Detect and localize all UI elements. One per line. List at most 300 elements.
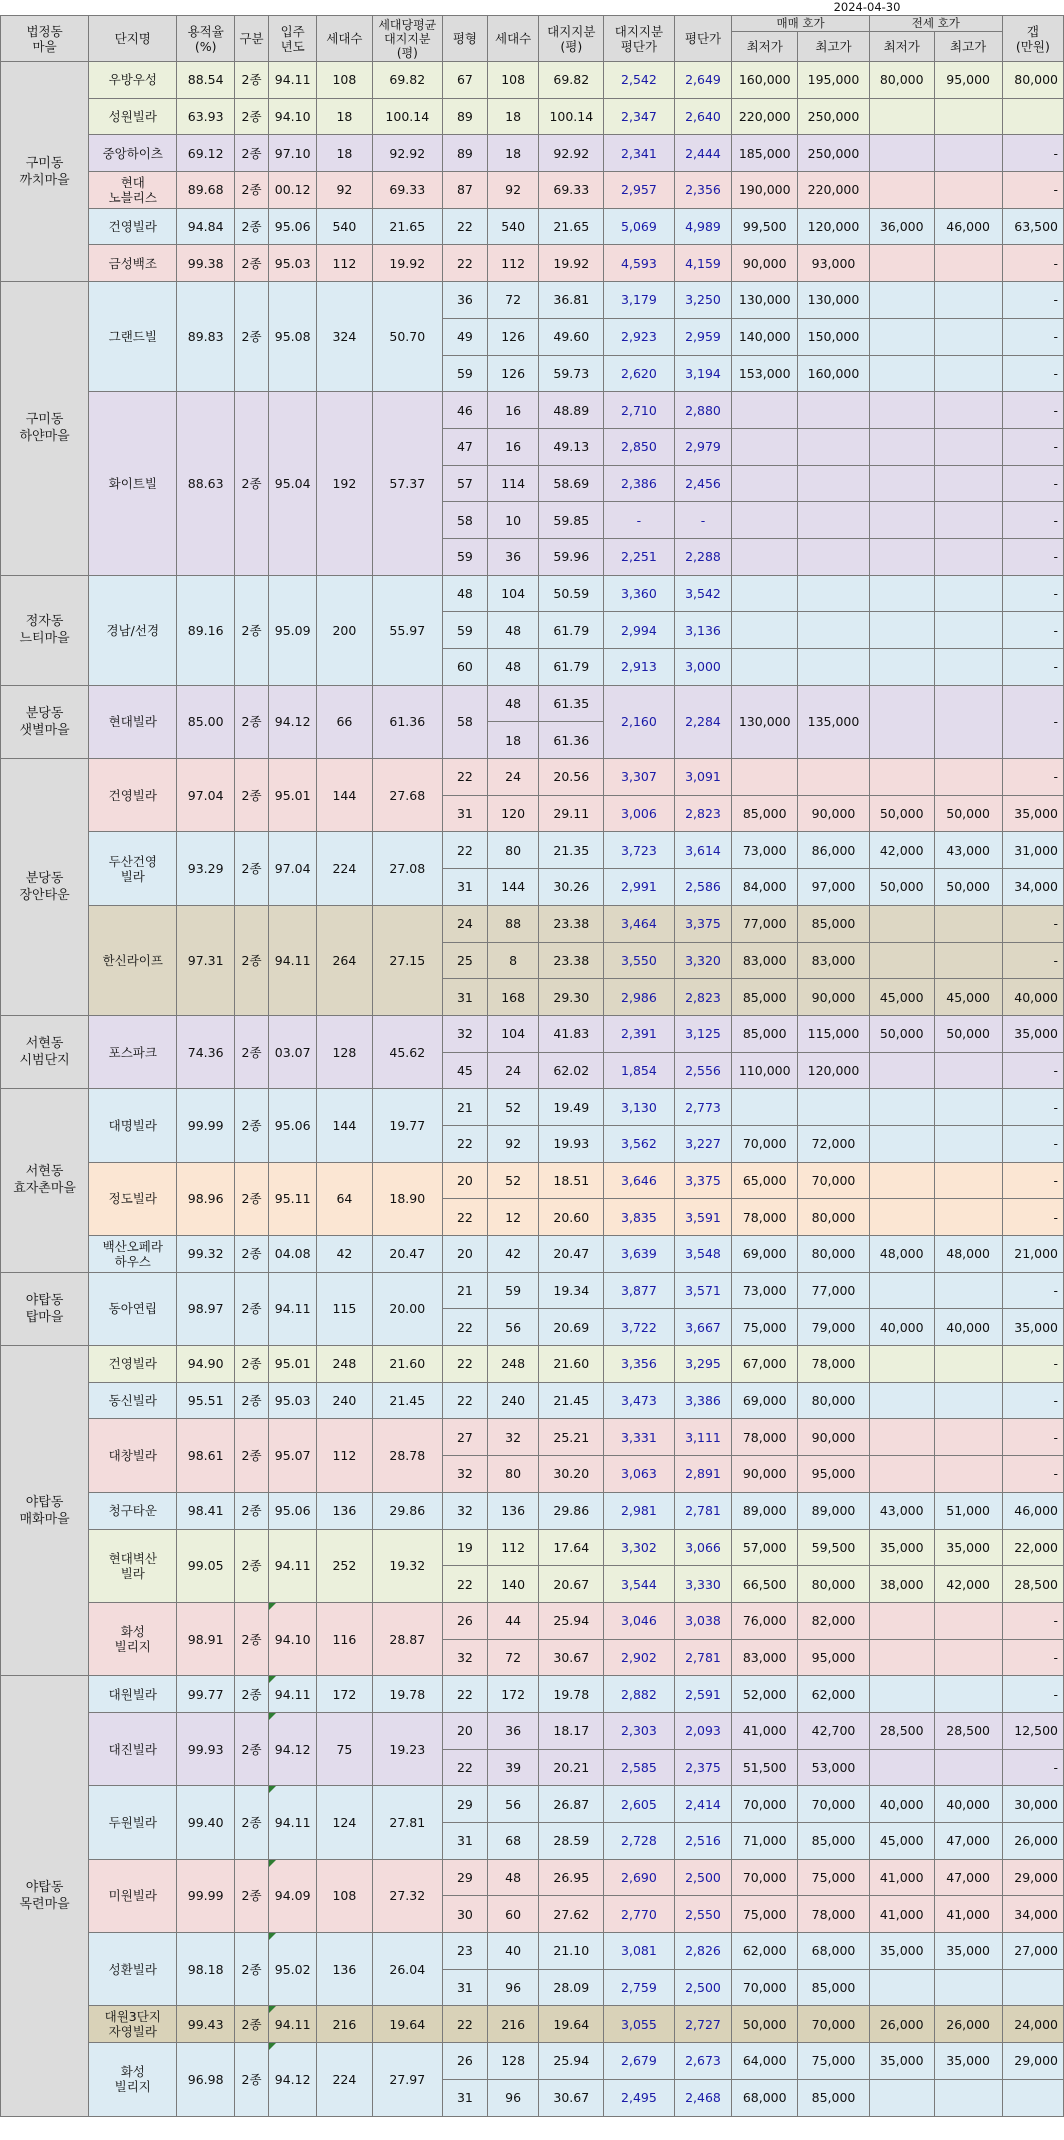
jeonse-low (869, 1346, 934, 1383)
land-price-per-pyeong: - (604, 502, 675, 539)
col-jeonse-low: 최저가 (869, 32, 934, 62)
jeonse-low: 26,000 (869, 2006, 934, 2043)
zone-type: 2종 (234, 2043, 268, 2116)
pyeong-type: 22 (443, 2006, 488, 2043)
unit-count: 56 (487, 1786, 539, 1823)
zone-type: 2종 (234, 1162, 268, 1235)
price-per-pyeong: 2,640 (674, 98, 732, 135)
avg-land-share: 19.78 (372, 1676, 443, 1713)
land-price-per-pyeong: 2,728 (604, 1823, 675, 1860)
region-name: 분당동 샛별마을 (1, 685, 89, 758)
land-price-per-pyeong: 3,646 (604, 1162, 675, 1199)
price-per-pyeong: 2,979 (674, 428, 732, 465)
unit-count: 80 (487, 832, 539, 869)
floor-area-ratio: 98.96 (177, 1162, 235, 1235)
land-price-per-pyeong: 2,902 (604, 1639, 675, 1676)
jeonse-high (934, 1602, 1002, 1639)
sale-low: 70,000 (732, 1786, 798, 1823)
zone-type: 2종 (234, 1272, 268, 1345)
pyeong-type: 21 (443, 1272, 488, 1309)
jeonse-high: 42,000 (934, 1566, 1002, 1603)
pyeong-type: 25 (443, 942, 488, 979)
sale-high: 83,000 (798, 942, 870, 979)
complex-name: 미원빌라 (89, 1859, 177, 1932)
jeonse-high (934, 759, 1002, 796)
table-row (1, 1382, 1064, 1419)
sale-high: 77,000 (798, 1272, 870, 1309)
table-body (1, 62, 1064, 2117)
sale-low: 83,000 (732, 1639, 798, 1676)
jeonse-low: 50,000 (869, 795, 934, 832)
gap-amount: - (1002, 1089, 1063, 1126)
household-count: 75 (317, 1712, 372, 1785)
sale-low: 75,000 (732, 1309, 798, 1346)
price-per-pyeong: 2,591 (674, 1676, 732, 1713)
complex-name: 현대 노블리스 (89, 172, 177, 209)
land-share: 58.69 (539, 465, 604, 502)
price-per-pyeong: 3,227 (674, 1125, 732, 1162)
region-name: 분당동 장안타운 (1, 759, 89, 1016)
jeonse-low (869, 1456, 934, 1493)
avg-land-share: 61.36 (372, 685, 443, 758)
jeonse-high: 50,000 (934, 869, 1002, 906)
floor-area-ratio: 99.40 (177, 1786, 235, 1859)
table-row (1, 832, 1064, 869)
household-count: 224 (317, 2043, 372, 2116)
sale-low: 110,000 (732, 1052, 798, 1089)
jeonse-low: 40,000 (869, 1309, 934, 1346)
price-per-pyeong: 3,091 (674, 759, 732, 796)
sale-low: 77,000 (732, 905, 798, 942)
sale-high: 70,000 (798, 2006, 870, 2043)
price-per-pyeong: 3,386 (674, 1382, 732, 1419)
land-share: 30.67 (539, 1639, 604, 1676)
col-zone: 구분 (234, 16, 268, 62)
pyeong-type: 22 (443, 245, 488, 282)
price-per-pyeong: 3,591 (674, 1199, 732, 1236)
sale-low: 70,000 (732, 1859, 798, 1896)
unit-count: 18 (487, 98, 539, 135)
floor-area-ratio: 89.83 (177, 282, 235, 392)
price-per-pyeong: 4,159 (674, 245, 732, 282)
household-count: 192 (317, 392, 372, 575)
pyeong-type: 22 (443, 1125, 488, 1162)
avg-land-share: 20.47 (372, 1236, 443, 1273)
sale-high: 80,000 (798, 1199, 870, 1236)
unit-count: 40 (487, 1933, 539, 1970)
jeonse-high (934, 1639, 1002, 1676)
sale-high: 160,000 (798, 355, 870, 392)
complex-name: 두산건영 빌라 (89, 832, 177, 905)
gap-amount: 35,000 (1002, 1015, 1063, 1052)
table-row (1, 1529, 1064, 1566)
sale-high: 80,000 (798, 1382, 870, 1419)
table-row (1, 208, 1064, 245)
unit-count: 96 (487, 1969, 539, 2006)
land-share: 23.38 (539, 942, 604, 979)
gap-amount (1002, 2079, 1063, 2116)
land-price-per-pyeong: 3,722 (604, 1309, 675, 1346)
unit-count: 80 (487, 1456, 539, 1493)
land-price-per-pyeong: 2,710 (604, 392, 675, 429)
table-row (1, 905, 1064, 942)
sale-low: 52,000 (732, 1676, 798, 1713)
pyeong-type: 48 (443, 575, 488, 612)
complex-name: 포스파크 (89, 1015, 177, 1088)
pyeong-type: 57 (443, 465, 488, 502)
price-per-pyeong: 3,614 (674, 832, 732, 869)
col-sale-high: 최고가 (798, 32, 870, 62)
table-row (1, 282, 1064, 319)
avg-land-share: 26.04 (372, 1933, 443, 2006)
land-share: 28.09 (539, 1969, 604, 2006)
move-in-year: 95.01 (269, 1346, 317, 1383)
move-in-year: 94.11 (269, 1676, 317, 1713)
unit-count: 48 (487, 1859, 539, 1896)
pyeong-type: 20 (443, 1712, 488, 1749)
sale-high: 93,000 (798, 245, 870, 282)
jeonse-low (869, 1272, 934, 1309)
unit-count: 216 (487, 2006, 539, 2043)
unit-count: 8 (487, 942, 539, 979)
move-in-year: 94.10 (269, 1602, 317, 1675)
sale-high: 70,000 (798, 1786, 870, 1823)
gap-amount: - (1002, 1052, 1063, 1089)
jeonse-low (869, 1602, 934, 1639)
land-share: 21.35 (539, 832, 604, 869)
gap-amount: - (1002, 905, 1063, 942)
sale-low: 76,000 (732, 1602, 798, 1639)
floor-area-ratio: 95.51 (177, 1382, 235, 1419)
jeonse-high: 47,000 (934, 1823, 1002, 1860)
land-share: 61.36 (539, 722, 604, 759)
land-share: 27.62 (539, 1896, 604, 1933)
jeonse-low (869, 1162, 934, 1199)
col-jeonse-group: 전세 호가 (869, 16, 1002, 32)
jeonse-low: 48,000 (869, 1236, 934, 1273)
region-name: 야탑동 목련마을 (1, 1676, 89, 2116)
sale-high: 86,000 (798, 832, 870, 869)
jeonse-high (934, 538, 1002, 575)
unit-count: 248 (487, 1346, 539, 1383)
pyeong-type: 23 (443, 1933, 488, 1970)
floor-area-ratio: 97.04 (177, 759, 235, 832)
region-name: 야탑동 매화마을 (1, 1346, 89, 1676)
zone-type: 2종 (234, 1602, 268, 1675)
table-row (1, 1602, 1064, 1639)
complex-name: 건영빌라 (89, 208, 177, 245)
col-gap: 갭 (만원) (1002, 16, 1063, 62)
price-per-pyeong: 2,880 (674, 392, 732, 429)
col-unit-price: 평단가 (674, 16, 732, 62)
gap-amount: - (1002, 1639, 1063, 1676)
price-per-pyeong: 2,823 (674, 979, 732, 1016)
move-in-year: 95.02 (269, 1933, 317, 2006)
land-share: 59.85 (539, 502, 604, 539)
price-per-pyeong: 2,093 (674, 1712, 732, 1749)
jeonse-low: 42,000 (869, 832, 934, 869)
pyeong-type: 22 (443, 759, 488, 796)
complex-name: 경남/선경 (89, 575, 177, 685)
gap-amount: - (1002, 1346, 1063, 1383)
sale-high: 135,000 (798, 685, 870, 758)
pyeong-type: 32 (443, 1456, 488, 1493)
price-per-pyeong: 2,781 (674, 1492, 732, 1529)
unit-count: 48 (487, 685, 539, 722)
unit-count: 48 (487, 612, 539, 649)
gap-amount: - (1002, 538, 1063, 575)
complex-name: 현대벽산 빌라 (89, 1529, 177, 1602)
col-pyeong: 평형 (443, 16, 488, 62)
jeonse-high (934, 942, 1002, 979)
land-share: 20.56 (539, 759, 604, 796)
land-price-per-pyeong: 3,639 (604, 1236, 675, 1273)
sale-low: 65,000 (732, 1162, 798, 1199)
jeonse-high (934, 1089, 1002, 1126)
land-price-per-pyeong: 3,081 (604, 1933, 675, 1970)
jeonse-high: 43,000 (934, 832, 1002, 869)
land-price-per-pyeong: 3,562 (604, 1125, 675, 1162)
sale-high: 59,500 (798, 1529, 870, 1566)
col-households: 세대수 (317, 16, 372, 62)
table-row (1, 172, 1064, 209)
jeonse-low (869, 1089, 934, 1126)
sale-high: 80,000 (798, 1236, 870, 1273)
complex-name: 청구타운 (89, 1492, 177, 1529)
sale-low: 73,000 (732, 832, 798, 869)
sale-low: 70,000 (732, 1969, 798, 2006)
jeonse-high: 35,000 (934, 1529, 1002, 1566)
land-price-per-pyeong: 3,179 (604, 282, 675, 319)
floor-area-ratio: 99.99 (177, 1089, 235, 1162)
jeonse-high (934, 245, 1002, 282)
land-price-per-pyeong: 2,770 (604, 1896, 675, 1933)
sale-high (798, 759, 870, 796)
move-in-year: 95.03 (269, 1382, 317, 1419)
avg-land-share: 29.86 (372, 1492, 443, 1529)
move-in-year: 94.11 (269, 905, 317, 1015)
jeonse-high (934, 612, 1002, 649)
price-per-pyeong: 3,667 (674, 1309, 732, 1346)
region-name: 정자동 느티마을 (1, 575, 89, 685)
jeonse-high (934, 1456, 1002, 1493)
sale-low (732, 612, 798, 649)
sale-low: 70,000 (732, 1125, 798, 1162)
avg-land-share: 19.23 (372, 1712, 443, 1785)
unit-count: 92 (487, 172, 539, 209)
pyeong-type: 47 (443, 428, 488, 465)
unit-count: 60 (487, 1896, 539, 1933)
land-share: 17.64 (539, 1529, 604, 1566)
land-price-per-pyeong: 3,723 (604, 832, 675, 869)
move-in-year: 97.10 (269, 135, 317, 172)
sale-high: 70,000 (798, 1162, 870, 1199)
sale-high: 42,700 (798, 1712, 870, 1749)
unit-count: 112 (487, 245, 539, 282)
land-price-per-pyeong: 3,550 (604, 942, 675, 979)
household-count: 128 (317, 1015, 372, 1088)
pyeong-type: 89 (443, 98, 488, 135)
floor-area-ratio: 99.93 (177, 1712, 235, 1785)
avg-land-share: 21.60 (372, 1346, 443, 1383)
jeonse-high: 41,000 (934, 1896, 1002, 1933)
table-row (1, 1346, 1064, 1383)
floor-area-ratio: 99.05 (177, 1529, 235, 1602)
floor-area-ratio: 88.63 (177, 392, 235, 575)
zone-type: 2종 (234, 1382, 268, 1419)
pyeong-type: 26 (443, 2043, 488, 2080)
sale-low: 75,000 (732, 1896, 798, 1933)
price-per-pyeong: 2,773 (674, 1089, 732, 1126)
avg-land-share: 50.70 (372, 282, 443, 392)
pyeong-type: 59 (443, 538, 488, 575)
land-price-per-pyeong: 3,006 (604, 795, 675, 832)
zone-type: 2종 (234, 392, 268, 575)
household-count: 136 (317, 1933, 372, 2006)
sale-high: 53,000 (798, 1749, 870, 1786)
household-count: 42 (317, 1236, 372, 1273)
sale-high: 89,000 (798, 1492, 870, 1529)
floor-area-ratio: 89.68 (177, 172, 235, 209)
land-price-per-pyeong: 3,302 (604, 1529, 675, 1566)
zone-type: 2종 (234, 172, 268, 209)
sale-high (798, 612, 870, 649)
jeonse-high (934, 172, 1002, 209)
price-per-pyeong: 2,550 (674, 1896, 732, 1933)
jeonse-high (934, 685, 1002, 758)
sale-high: 75,000 (798, 2043, 870, 2080)
price-per-pyeong: 2,284 (674, 685, 732, 758)
price-per-pyeong: 3,320 (674, 942, 732, 979)
land-share: 28.59 (539, 1823, 604, 1860)
table-row (1, 575, 1064, 612)
price-per-pyeong: 3,375 (674, 1162, 732, 1199)
unit-count: 104 (487, 575, 539, 612)
avg-land-share: 57.37 (372, 392, 443, 575)
sale-low: 83,000 (732, 942, 798, 979)
sale-high: 79,000 (798, 1309, 870, 1346)
jeonse-low (869, 245, 934, 282)
jeonse-low (869, 942, 934, 979)
sale-high: 195,000 (798, 62, 870, 99)
sale-low (732, 392, 798, 429)
unit-count: 126 (487, 318, 539, 355)
sale-high: 85,000 (798, 1823, 870, 1860)
land-price-per-pyeong: 2,981 (604, 1492, 675, 1529)
sale-low: 90,000 (732, 1456, 798, 1493)
land-share: 20.67 (539, 1566, 604, 1603)
floor-area-ratio: 99.77 (177, 1676, 235, 1713)
sale-high: 90,000 (798, 795, 870, 832)
avg-land-share: 27.68 (372, 759, 443, 832)
sale-low: 89,000 (732, 1492, 798, 1529)
land-share: 41.83 (539, 1015, 604, 1052)
household-count: 108 (317, 62, 372, 99)
unit-count: 32 (487, 1419, 539, 1456)
col-sale-group: 매매 호가 (732, 16, 870, 32)
move-in-year: 94.11 (269, 1786, 317, 1859)
gap-amount: - (1002, 1676, 1063, 1713)
price-per-pyeong: 2,468 (674, 2079, 732, 2116)
complex-name: 대명빌라 (89, 1089, 177, 1162)
land-share: 19.93 (539, 1125, 604, 1162)
gap-amount: - (1002, 649, 1063, 686)
sale-low: 62,000 (732, 1933, 798, 1970)
price-per-pyeong: - (674, 502, 732, 539)
land-price-per-pyeong: 2,542 (604, 62, 675, 99)
jeonse-high (934, 1419, 1002, 1456)
jeonse-low (869, 1749, 934, 1786)
sale-high: 250,000 (798, 135, 870, 172)
sale-high (798, 465, 870, 502)
sale-high: 120,000 (798, 1052, 870, 1089)
jeonse-low: 50,000 (869, 869, 934, 906)
land-price-per-pyeong: 2,850 (604, 428, 675, 465)
sale-low: 90,000 (732, 245, 798, 282)
price-per-pyeong: 2,673 (674, 2043, 732, 2080)
jeonse-high (934, 1272, 1002, 1309)
floor-area-ratio: 99.38 (177, 245, 235, 282)
land-price-per-pyeong: 2,923 (604, 318, 675, 355)
jeonse-high (934, 502, 1002, 539)
sale-low: 153,000 (732, 355, 798, 392)
unit-count: 92 (487, 1125, 539, 1162)
land-share: 25.94 (539, 2043, 604, 2080)
pyeong-type: 32 (443, 1492, 488, 1529)
col-far: 용적율 (%) (177, 16, 235, 62)
col-land-price: 대지지분 평단가 (604, 16, 675, 62)
floor-area-ratio: 99.32 (177, 1236, 235, 1273)
jeonse-low (869, 1676, 934, 1713)
avg-land-share: 20.00 (372, 1272, 443, 1345)
sale-high (798, 538, 870, 575)
jeonse-high: 40,000 (934, 1786, 1002, 1823)
complex-name: 대진빌라 (89, 1712, 177, 1785)
sale-low: 99,500 (732, 208, 798, 245)
gap-amount: 27,000 (1002, 1933, 1063, 1970)
zone-type: 2종 (234, 1529, 268, 1602)
unit-count: 18 (487, 135, 539, 172)
land-price-per-pyeong: 2,386 (604, 465, 675, 502)
jeonse-high: 51,000 (934, 1492, 1002, 1529)
land-price-per-pyeong: 3,055 (604, 2006, 675, 2043)
zone-type: 2종 (234, 2006, 268, 2043)
jeonse-high (934, 98, 1002, 135)
jeonse-low (869, 1419, 934, 1456)
jeonse-low (869, 318, 934, 355)
unit-count: 112 (487, 1529, 539, 1566)
unit-count: 104 (487, 1015, 539, 1052)
household-count: 252 (317, 1529, 372, 1602)
gap-amount: - (1002, 1125, 1063, 1162)
pyeong-type: 60 (443, 649, 488, 686)
land-share: 61.79 (539, 612, 604, 649)
unit-count: 108 (487, 62, 539, 99)
table-row (1, 1786, 1064, 1823)
land-price-per-pyeong: 2,605 (604, 1786, 675, 1823)
zone-type: 2종 (234, 1859, 268, 1932)
gap-amount: 34,000 (1002, 869, 1063, 906)
pyeong-type: 31 (443, 2079, 488, 2116)
col-units: 세대수 (487, 16, 539, 62)
complex-name: 현대빌라 (89, 685, 177, 758)
pyeong-type: 49 (443, 318, 488, 355)
floor-area-ratio: 94.84 (177, 208, 235, 245)
avg-land-share: 28.78 (372, 1419, 443, 1492)
table-row (1, 2043, 1064, 2080)
gap-amount: - (1002, 685, 1063, 758)
avg-land-share: 69.33 (372, 172, 443, 209)
